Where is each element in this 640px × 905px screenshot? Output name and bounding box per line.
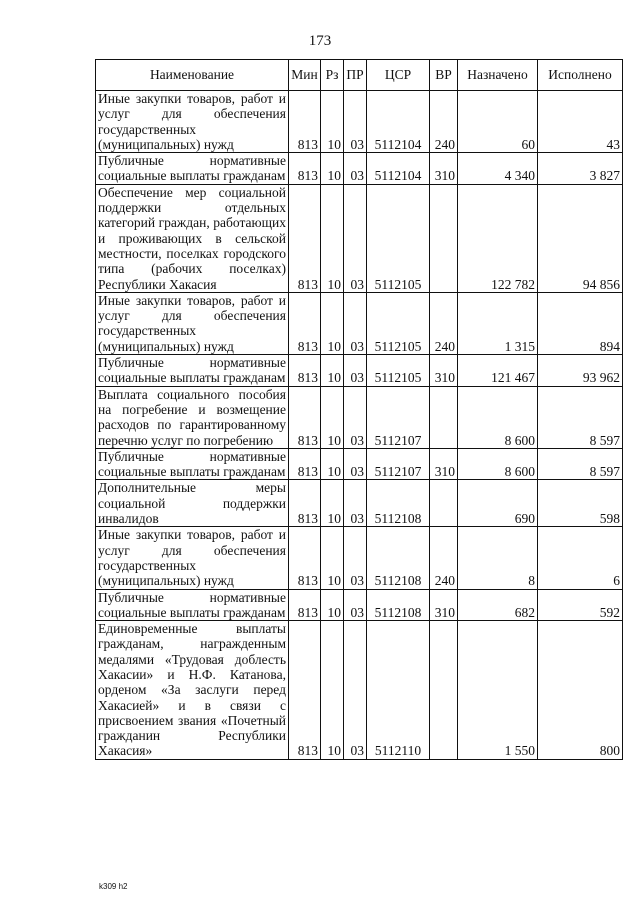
cell-name: Иные закупки товаров, работ и услуг для обеспечения государственных (муниципальных) нужд [96,91,289,153]
cell-pr: 03 [344,621,367,760]
cell-pr: 03 [344,448,367,480]
cell-vr [430,480,458,527]
table-row [96,527,623,589]
cell-name: Единовременные выплаты гражданам, награжденным медалями «Трудовая доблесть Хакасии» и Н.Ф. Катанова, орденом «За заслуги перед Хакасией» и в связи с присвоением звания «Почетный гражданин Республики Хакасия» [96,621,289,760]
cell-min: 813 [289,621,321,760]
cell-csr: 5112108 [367,527,430,589]
cell-csr: 5112108 [367,480,430,527]
cell-min: 813 [289,448,321,480]
table-row [96,589,623,621]
cell-csr: 5112104 [367,91,430,153]
cell-csr: 5112108 [367,589,430,621]
header-name: Наименование [96,60,289,91]
cell-vr: 240 [430,292,458,354]
cell-executed: 800 [538,621,623,760]
table-row [96,621,623,760]
cell-rz: 10 [321,292,344,354]
cell-name: Публичные нормативные социальные выплаты гражданам [96,448,289,480]
header-row [96,60,623,91]
cell-executed: 894 [538,292,623,354]
cell-executed: 43 [538,91,623,153]
cell-pr: 03 [344,153,367,185]
cell-csr: 5112105 [367,184,430,292]
cell-executed: 6 [538,527,623,589]
cell-pr: 03 [344,355,367,387]
cell-csr: 5112107 [367,386,430,448]
cell-pr: 03 [344,91,367,153]
cell-rz: 10 [321,527,344,589]
cell-name: Обеспечение мер социальной поддержки отдельных категорий граждан, работающих и проживающих в сельской местности, поселках городского типа (рабочих поселках) Республики Хакасия [96,184,289,292]
cell-min: 813 [289,153,321,185]
header-rz: Рз [321,60,344,91]
header-pr: ПР [344,60,367,91]
cell-assigned: 1 315 [458,292,538,354]
table-row [96,184,623,292]
cell-rz: 10 [321,386,344,448]
cell-csr: 5112105 [367,292,430,354]
cell-name: Иные закупки товаров, работ и услуг для обеспечения государственных (муниципальных) нужд [96,292,289,354]
cell-vr [430,621,458,760]
cell-vr: 310 [430,589,458,621]
cell-pr: 03 [344,184,367,292]
cell-executed: 598 [538,480,623,527]
cell-rz: 10 [321,448,344,480]
cell-vr: 240 [430,91,458,153]
cell-min: 813 [289,589,321,621]
cell-assigned: 8 600 [458,386,538,448]
cell-min: 813 [289,527,321,589]
cell-name: Публичные нормативные социальные выплаты гражданам [96,153,289,185]
cell-assigned: 4 340 [458,153,538,185]
cell-name: Дополнительные меры социальной поддержки инвалидов [96,480,289,527]
cell-rz: 10 [321,589,344,621]
cell-name: Выплата социального пособия на погребение и возмещение расходов по гарантированному перечню услуг по погребению [96,386,289,448]
page-number: 173 [308,33,332,49]
cell-pr: 03 [344,480,367,527]
header-executed: Исполнено [538,60,623,91]
cell-assigned: 682 [458,589,538,621]
cell-assigned: 690 [458,480,538,527]
cell-pr: 03 [344,589,367,621]
cell-rz: 10 [321,153,344,185]
cell-assigned: 122 782 [458,184,538,292]
table-row [96,153,623,185]
cell-executed: 8 597 [538,386,623,448]
table-row [96,386,623,448]
cell-rz: 10 [321,91,344,153]
cell-assigned: 121 467 [458,355,538,387]
cell-csr: 5112104 [367,153,430,185]
header-assigned: Назначено [458,60,538,91]
cell-vr: 240 [430,527,458,589]
cell-rz: 10 [321,184,344,292]
header-vr: ВР [430,60,458,91]
budget-table [95,59,623,760]
cell-min: 813 [289,355,321,387]
cell-assigned: 1 550 [458,621,538,760]
cell-name: Публичные нормативные социальные выплаты гражданам [96,589,289,621]
cell-executed: 8 597 [538,448,623,480]
cell-vr: 310 [430,448,458,480]
cell-rz: 10 [321,480,344,527]
cell-pr: 03 [344,386,367,448]
cell-name: Иные закупки товаров, работ и услуг для обеспечения государственных (муниципальных) нужд [96,527,289,589]
cell-executed: 3 827 [538,153,623,185]
cell-executed: 93 962 [538,355,623,387]
footer-code: k309 h2 [99,882,128,891]
cell-name: Публичные нормативные социальные выплаты гражданам [96,355,289,387]
cell-pr: 03 [344,292,367,354]
table-row [96,448,623,480]
cell-vr: 310 [430,355,458,387]
cell-csr: 5112110 [367,621,430,760]
header-csr: ЦСР [367,60,430,91]
cell-executed: 94 856 [538,184,623,292]
cell-min: 813 [289,292,321,354]
cell-executed: 592 [538,589,623,621]
cell-rz: 10 [321,355,344,387]
cell-rz: 10 [321,621,344,760]
table-row [96,355,623,387]
header-min: Мин [289,60,321,91]
cell-csr: 5112105 [367,355,430,387]
cell-assigned: 8 600 [458,448,538,480]
cell-assigned: 8 [458,527,538,589]
cell-vr: 310 [430,153,458,185]
table-row [96,91,623,153]
cell-min: 813 [289,386,321,448]
cell-vr [430,184,458,292]
cell-vr [430,386,458,448]
table-row [96,292,623,354]
table-row [96,480,623,527]
cell-pr: 03 [344,527,367,589]
cell-min: 813 [289,184,321,292]
cell-min: 813 [289,91,321,153]
cell-csr: 5112107 [367,448,430,480]
cell-assigned: 60 [458,91,538,153]
cell-min: 813 [289,480,321,527]
